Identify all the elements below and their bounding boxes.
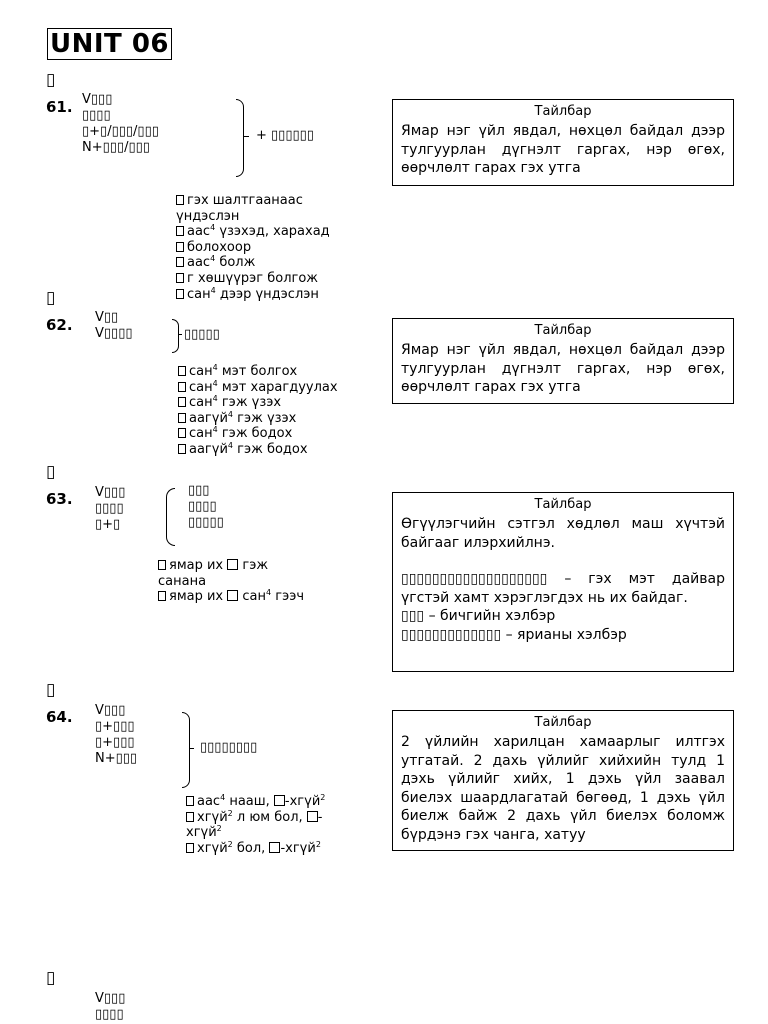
explanation-text: Өгүүлэгчийн сэтгэл хөдлөл маш хүчтэй байгааг илэрхийлнэ. (401, 516, 725, 551)
meaning-item-cont: хгүй$^2$ (186, 824, 222, 841)
grammar-result: ▯▯▯▯▯▯▯▯ (200, 740, 258, 755)
grammar-results (188, 483, 224, 531)
brace (166, 488, 175, 546)
explanation-text: Ямар нэг үйл явдал, нөхцөл байдал дээр тулгуурлан дүгнэлт гаргах, нэр өгөх, өөрчлөлт гарах гэх утга (401, 123, 725, 176)
form-line: V▯▯▯ (82, 92, 113, 107)
grammar-forms (95, 485, 125, 533)
meaning-list (178, 364, 378, 458)
form-line: V▯▯▯ (95, 703, 126, 718)
form-line: V▯▯▯ (95, 485, 126, 500)
section-number: 63. (46, 490, 73, 508)
section-marker: ▯ (46, 288, 56, 308)
section-marker: ▯ (46, 70, 56, 90)
explanation-box (392, 492, 734, 672)
meaning-item: аас$^4$ үзэхэд, харахад (176, 224, 376, 240)
explanation-box (392, 318, 734, 404)
grammar-forms (95, 991, 125, 1023)
meaning-item: аагүй$^4$ гэж үзэх (178, 411, 378, 427)
explanation-title: Тайлбар (534, 104, 592, 119)
brace (172, 319, 179, 353)
meaning-item: болохоор (176, 240, 376, 256)
grammar-forms (95, 703, 137, 767)
meaning-item-cont: үндэслэн (176, 208, 240, 224)
explanation-title: Тайлбар (534, 497, 592, 512)
meaning-item: хгүй$^2$ л юм бол, - (186, 810, 356, 826)
grammar-forms (82, 92, 159, 156)
section-number: 62. (46, 316, 73, 334)
form-line: V▯▯▯▯ (95, 326, 133, 341)
explanation-title: Тайлбар (534, 715, 592, 730)
form-line: N+▯▯▯/▯▯▯ (82, 140, 150, 155)
grammar-result: + ▯▯▯▯▯▯ (256, 128, 314, 143)
meaning-item: г хөшүүрэг болгож (176, 271, 376, 287)
result-line: ▯▯▯ (188, 483, 210, 498)
meaning-item: сан$^4$ мэт болгох (178, 364, 378, 380)
explanation-text: 2 үйлийн харилцан хамаарлыг илтгэх утгатай. 2 дахь үйлийг хийхийн тулд 1 дэхь үйлийг хийх, 1 дэхь үйл заавал биелэх шаардлагатай бөгөөд, 1 дэхь үйл биелж байж 2 дахь үйл биелэх боломж бүрдэнэ гэх чанга, хатуу (401, 734, 725, 843)
brace-tip (178, 334, 182, 335)
form-line: ▯+▯▯▯ (95, 735, 135, 750)
grammar-result: ▯▯▯▯▯ (184, 327, 220, 342)
explanation-box (392, 99, 734, 186)
form-line: ▯▯▯▯ (95, 1007, 124, 1022)
meaning-item: сан$^4$ гэж үзэх (178, 395, 378, 411)
section-marker: ▯ (46, 462, 56, 482)
form-line: N+▯▯▯ (95, 751, 138, 766)
brace-tip (189, 748, 194, 749)
meaning-item: ямар их сан$^4$ гээч (158, 589, 338, 603)
form-line: ▯▯▯▯ (82, 108, 111, 123)
result-line: ▯▯▯▯▯ (188, 515, 224, 530)
explanation-box (392, 710, 734, 851)
form-line: ▯+▯▯▯ (95, 719, 135, 734)
meaning-item: сан$^4$ дээр үндэслэн (176, 287, 376, 303)
explanation-note: ▯▯▯ – бичгийн хэлбэр (401, 608, 556, 624)
brace (236, 99, 244, 177)
meaning-item: сан$^4$ мэт харагдуулах (178, 380, 378, 396)
form-line: ▯+▯/▯▯▯/▯▯▯ (82, 124, 159, 139)
form-line: V▯▯ (95, 310, 119, 325)
brace (182, 712, 190, 788)
explanation-title: Тайлбар (534, 323, 592, 338)
explanation-note: ▯▯▯▯▯▯▯▯▯▯▯▯▯▯▯▯▯▯▯ – гэх мэт дайвар үгстэй хамт хэрэглэгдэх нь их байдаг. (401, 571, 725, 606)
meaning-item: аагүй$^4$ гэж бодох (178, 442, 378, 458)
section-marker: ▯ (46, 968, 56, 988)
form-line: ▯▯▯▯ (95, 501, 124, 516)
meaning-list (158, 558, 338, 603)
meaning-list (186, 794, 356, 856)
meaning-list (176, 193, 376, 302)
grammar-forms (95, 310, 133, 342)
section-number: 61. (46, 98, 73, 116)
result-line: ▯▯▯▯ (188, 499, 217, 514)
meaning-item: аас$^4$ нааш, -хгүй$^2$ (186, 794, 356, 810)
section-number: 64. (46, 708, 73, 726)
meaning-item-cont: санана (158, 573, 207, 589)
brace-tip (243, 136, 249, 137)
explanation-note: ▯▯▯▯▯▯▯▯▯▯▯▯▯ – ярианы хэлбэр (401, 626, 627, 643)
unit-title: UNIT 06 (47, 28, 172, 60)
meaning-item: сан$^4$ гэж бодох (178, 426, 378, 442)
explanation-text: Ямар нэг үйл явдал, нөхцөл байдал дээр тулгуурлан дүгнэлт гаргах, нэр өгөх, өөрчлөлт гарах гэх утга (401, 342, 725, 395)
form-line: V▯▯▯ (95, 991, 126, 1006)
meaning-item: ямар их гэж (158, 558, 338, 574)
meaning-item: хгүй$^2$ бол, -хгүй$^2$ (186, 841, 356, 857)
meaning-item: аас$^4$ болж (176, 255, 376, 271)
form-line: ▯+▯ (95, 517, 121, 532)
section-marker: ▯ (46, 680, 56, 700)
meaning-item: гэх шалтгаанаас (176, 193, 376, 209)
